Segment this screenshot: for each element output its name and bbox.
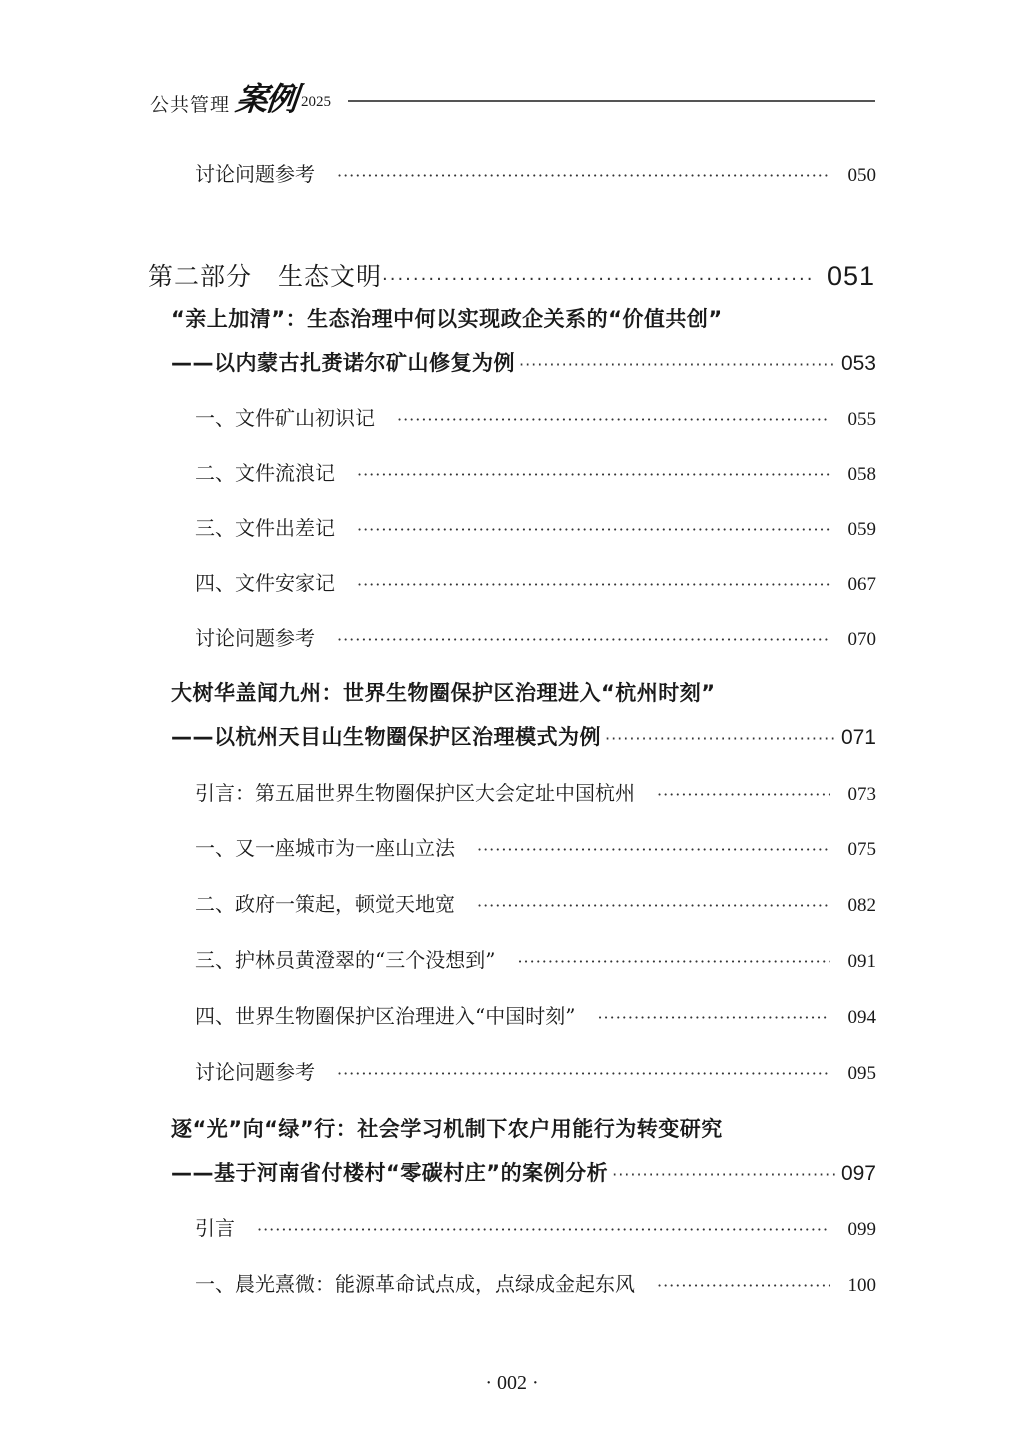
toc-entry-page: 067 bbox=[847, 574, 876, 595]
toc-entry-page: 075 bbox=[847, 839, 876, 860]
toc-entry-page: 082 bbox=[847, 895, 876, 916]
toc-entry-label: 三、护林员黄澄翠的“三个没想到” bbox=[195, 948, 496, 972]
toc-entry[interactable] bbox=[195, 777, 876, 806]
toc-entry[interactable] bbox=[195, 402, 876, 431]
toc-entry[interactable] bbox=[195, 622, 876, 651]
toc-entry-page: 070 bbox=[847, 629, 876, 650]
dot-leader bbox=[517, 952, 829, 971]
toc-entry-label: 一、文件矿山初识记 bbox=[195, 406, 375, 430]
running-header bbox=[150, 78, 875, 128]
case-subtitle-entry[interactable] bbox=[171, 1157, 876, 1187]
toc-entry-label: 讨论问题参考 bbox=[195, 1060, 315, 1084]
toc-entry-prev-discussion[interactable] bbox=[195, 158, 876, 187]
case-title[interactable]: 逐“光”向“绿”行：社会学习机制下农户用能行为转变研究 bbox=[171, 1117, 723, 1141]
dot-leader bbox=[612, 1165, 837, 1184]
dot-leader bbox=[337, 1064, 830, 1083]
toc-entry-page: 055 bbox=[847, 409, 876, 430]
toc-entry-label: 三、文件出差记 bbox=[195, 516, 335, 540]
case-subtitle: ——以内蒙古扎赉诺尔矿山修复为例 bbox=[171, 351, 515, 375]
toc-entry-label: 引言：第五届世界生物圈保护区大会定址中国杭州 bbox=[195, 781, 635, 805]
dot-leader bbox=[337, 166, 830, 185]
toc-entry-label: 引言 bbox=[195, 1216, 235, 1240]
toc-entry-page: 099 bbox=[847, 1219, 876, 1240]
case-subtitle-entry[interactable] bbox=[171, 347, 876, 377]
toc-entry-label: 四、文件安家记 bbox=[195, 571, 335, 595]
toc-entry-page: 094 bbox=[847, 1007, 876, 1028]
toc-entry[interactable] bbox=[195, 1000, 876, 1029]
case-subtitle: ——基于河南省付楼村“零碳村庄”的案例分析 bbox=[171, 1161, 609, 1185]
part-label: 第二部分 生态文明 bbox=[148, 262, 383, 291]
dot-leader bbox=[357, 520, 830, 539]
dot-leader bbox=[357, 465, 830, 484]
toc-entry[interactable] bbox=[195, 567, 876, 596]
case-subtitle: ——以杭州天目山生物圈保护区治理模式为例 bbox=[171, 725, 601, 749]
toc-entry-page: 059 bbox=[847, 519, 876, 540]
case-title[interactable]: 大树华盖闻九州：世界生物圈保护区治理进入“杭州时刻” bbox=[171, 681, 716, 705]
series-brand-calligraphy: 案例 bbox=[233, 80, 298, 118]
case-subtitle-entry[interactable] bbox=[171, 721, 876, 751]
toc-entry-label: 二、文件流浪记 bbox=[195, 461, 335, 485]
dot-leader bbox=[337, 630, 830, 649]
toc-part-heading[interactable] bbox=[148, 257, 875, 293]
toc-entry[interactable] bbox=[195, 1212, 876, 1241]
toc-entry-page: 073 bbox=[847, 784, 876, 805]
toc-entry-page: 050 bbox=[847, 165, 876, 186]
toc-entry[interactable] bbox=[195, 1268, 876, 1297]
toc-entry-page: 100 bbox=[847, 1275, 876, 1296]
dot-leader bbox=[382, 269, 815, 290]
dot-leader bbox=[257, 1220, 830, 1239]
dot-leader bbox=[477, 840, 830, 859]
dot-leader bbox=[357, 575, 830, 594]
dot-leader bbox=[657, 1276, 830, 1295]
dot-leader bbox=[477, 896, 830, 915]
toc-entry-page: 095 bbox=[847, 1063, 876, 1084]
dot-leader bbox=[657, 785, 830, 804]
toc-entry-label: 四、世界生物圈保护区治理进入“中国时刻” bbox=[195, 1004, 576, 1028]
toc-entry-label: 讨论问题参考 bbox=[195, 162, 315, 186]
toc-entry-label: 一、晨光熹微：能源革命试点成，点绿成金起东风 bbox=[195, 1272, 635, 1296]
case-page: 071 bbox=[840, 726, 876, 749]
toc-entry[interactable] bbox=[195, 1056, 876, 1085]
toc-entry[interactable] bbox=[195, 512, 876, 541]
dot-leader bbox=[597, 1008, 829, 1027]
page-number: · 002 · bbox=[485, 1372, 539, 1394]
toc-entry[interactable] bbox=[195, 457, 876, 486]
toc-entry[interactable] bbox=[195, 944, 876, 973]
toc-entry[interactable] bbox=[195, 832, 876, 861]
toc-entry-page: 058 bbox=[847, 464, 876, 485]
series-year: 2025 bbox=[301, 94, 331, 110]
toc-entry-label: 讨论问题参考 bbox=[195, 626, 315, 650]
series-title: 公共管理 bbox=[150, 94, 231, 116]
toc-entry-page: 091 bbox=[847, 951, 876, 972]
toc-entry-label: 二、政府一策起，顿觉天地宽 bbox=[195, 892, 455, 916]
dot-leader bbox=[397, 410, 830, 429]
dot-leader bbox=[605, 729, 837, 748]
case-page: 097 bbox=[840, 1162, 876, 1185]
toc-entry[interactable] bbox=[195, 888, 876, 917]
dot-leader bbox=[519, 355, 837, 374]
case-title[interactable]: “亲上加清”：生态治理中何以实现政企关系的“价值共创” bbox=[171, 307, 723, 331]
case-page: 053 bbox=[840, 352, 876, 375]
toc-entry-label: 一、又一座城市为一座山立法 bbox=[195, 836, 455, 860]
part-page: 051 bbox=[826, 261, 875, 291]
header-rule bbox=[348, 100, 875, 102]
